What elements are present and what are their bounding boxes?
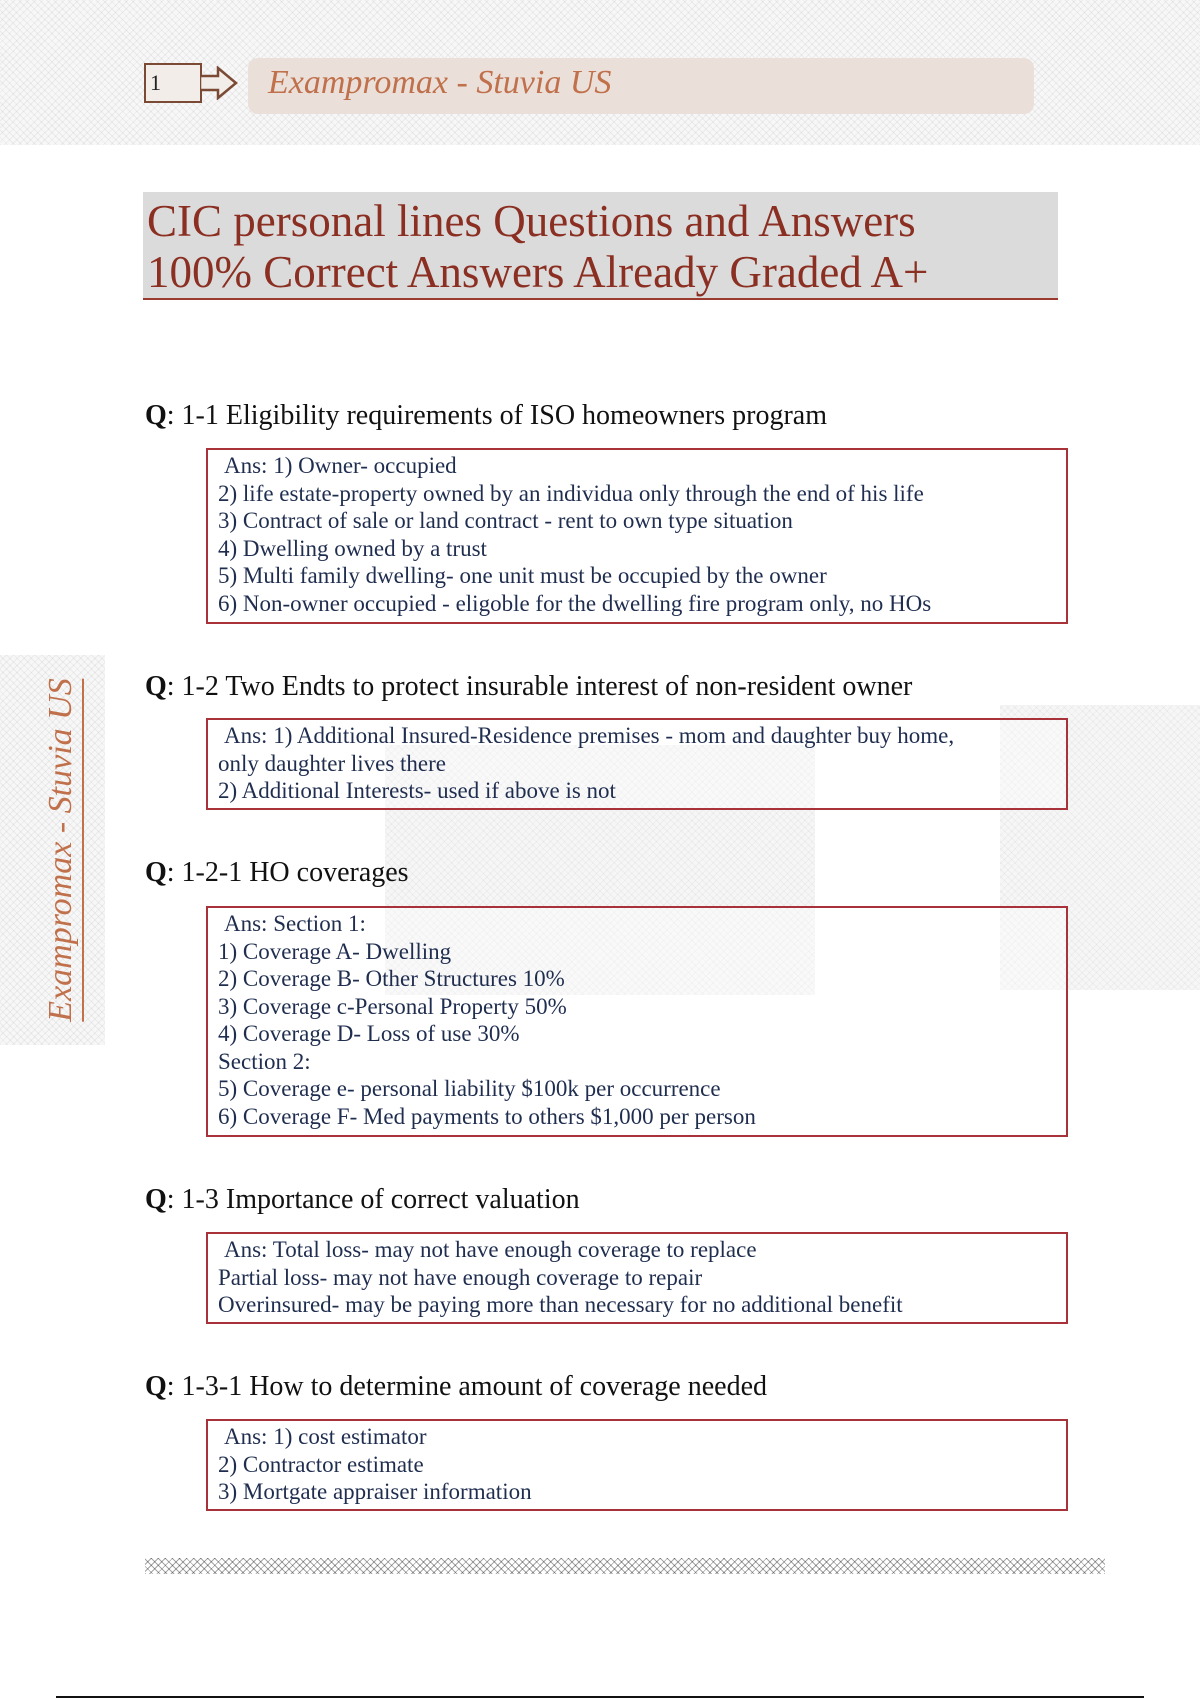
question-heading [145, 857, 409, 889]
answer-box [206, 1419, 1068, 1511]
answer-line: only daughter lives there [218, 750, 447, 776]
question-text: : 1-3-1 How to determine amount of coverage needed [166, 1371, 768, 1402]
answer-line: 3) Contract of sale or land contract - rent to own type situation [218, 508, 793, 533]
question-heading [145, 400, 827, 432]
question-prefix: Q [145, 1184, 167, 1215]
answer-line: Section 2: [218, 1048, 311, 1074]
header-brand: Exampromax - Stuvia US [268, 64, 612, 101]
question-text: : 1-2-1 HO coverages [166, 857, 409, 888]
answer-box [206, 448, 1068, 624]
question-heading [145, 1184, 580, 1216]
answer-line: Ans: 1) Owner- occupied [224, 453, 457, 478]
document-title [143, 192, 1058, 300]
question-text: : 1-3 Importance of correct valuation [166, 1184, 580, 1215]
document-title-line: CIC personal lines Questions and Answers [147, 196, 916, 246]
footer-rule [56, 1696, 1144, 1698]
answer-line: 2) life estate-property owned by an individua only through the end of his life [218, 480, 924, 506]
answer-line: Ans: 1) Additional Insured-Residence premises - mom and daughter buy home, [224, 723, 955, 748]
answer-line: Overinsured- may be paying more than necessary for no additional benefit [218, 1292, 903, 1317]
question-heading [145, 1371, 767, 1403]
answer-line: 5) Multi family dwelling- one unit must be occupied by the owner [218, 563, 827, 588]
answer-line: 4) Dwelling owned by a trust [218, 535, 487, 561]
answer-line: 6) Coverage F- Med payments to others $1,000 per person [218, 1103, 756, 1129]
answer-line: 2) Additional Interests- used if above is not [218, 778, 616, 803]
question-text: : 1-1 Eligibility requirements of ISO homeowners program [166, 400, 827, 431]
answer-box [206, 906, 1068, 1137]
answer-line: 2) Coverage B- Other Structures 10% [218, 966, 565, 991]
arrow-right-icon [200, 66, 238, 100]
answer-line: Ans: Total loss- may not have enough coverage to replace [224, 1237, 757, 1262]
answer-line: 1) Coverage A- Dwelling [218, 938, 452, 964]
answer-line: 6) Non-owner occupied - eligoble for the dwelling fire program only, no HOs [218, 590, 932, 616]
question-heading [145, 671, 912, 703]
answer-box [206, 718, 1068, 810]
answer-line: 3) Coverage c-Personal Property 50% [218, 993, 567, 1019]
document-title-line: 100% Correct Answers Already Graded A+ [147, 247, 929, 297]
answer-line: 3) Mortgate appraiser information [218, 1479, 532, 1504]
answer-line: 5) Coverage e- personal liability $100k per occurrence [218, 1076, 721, 1101]
page-number-box: 1 [144, 63, 202, 103]
question-prefix: Q [145, 857, 167, 888]
answer-line: 4) Coverage D- Loss of use 30% [218, 1021, 520, 1046]
answer-line: Ans: Section 1: [224, 911, 366, 936]
question-prefix: Q [145, 671, 167, 702]
sidebar-watermark: Exampromax - Stuvia US [40, 678, 84, 1021]
answer-line: Ans: 1) cost estimator [224, 1424, 427, 1449]
question-prefix: Q [145, 400, 167, 431]
question-prefix: Q [145, 1371, 167, 1402]
section-divider [145, 1558, 1105, 1574]
answer-line: Partial loss- may not have enough coverage to repair [218, 1264, 703, 1290]
answer-line: 2) Contractor estimate [218, 1451, 424, 1477]
question-text: : 1-2 Two Endts to protect insurable interest of non-resident owner [166, 671, 913, 702]
answer-box [206, 1232, 1068, 1324]
